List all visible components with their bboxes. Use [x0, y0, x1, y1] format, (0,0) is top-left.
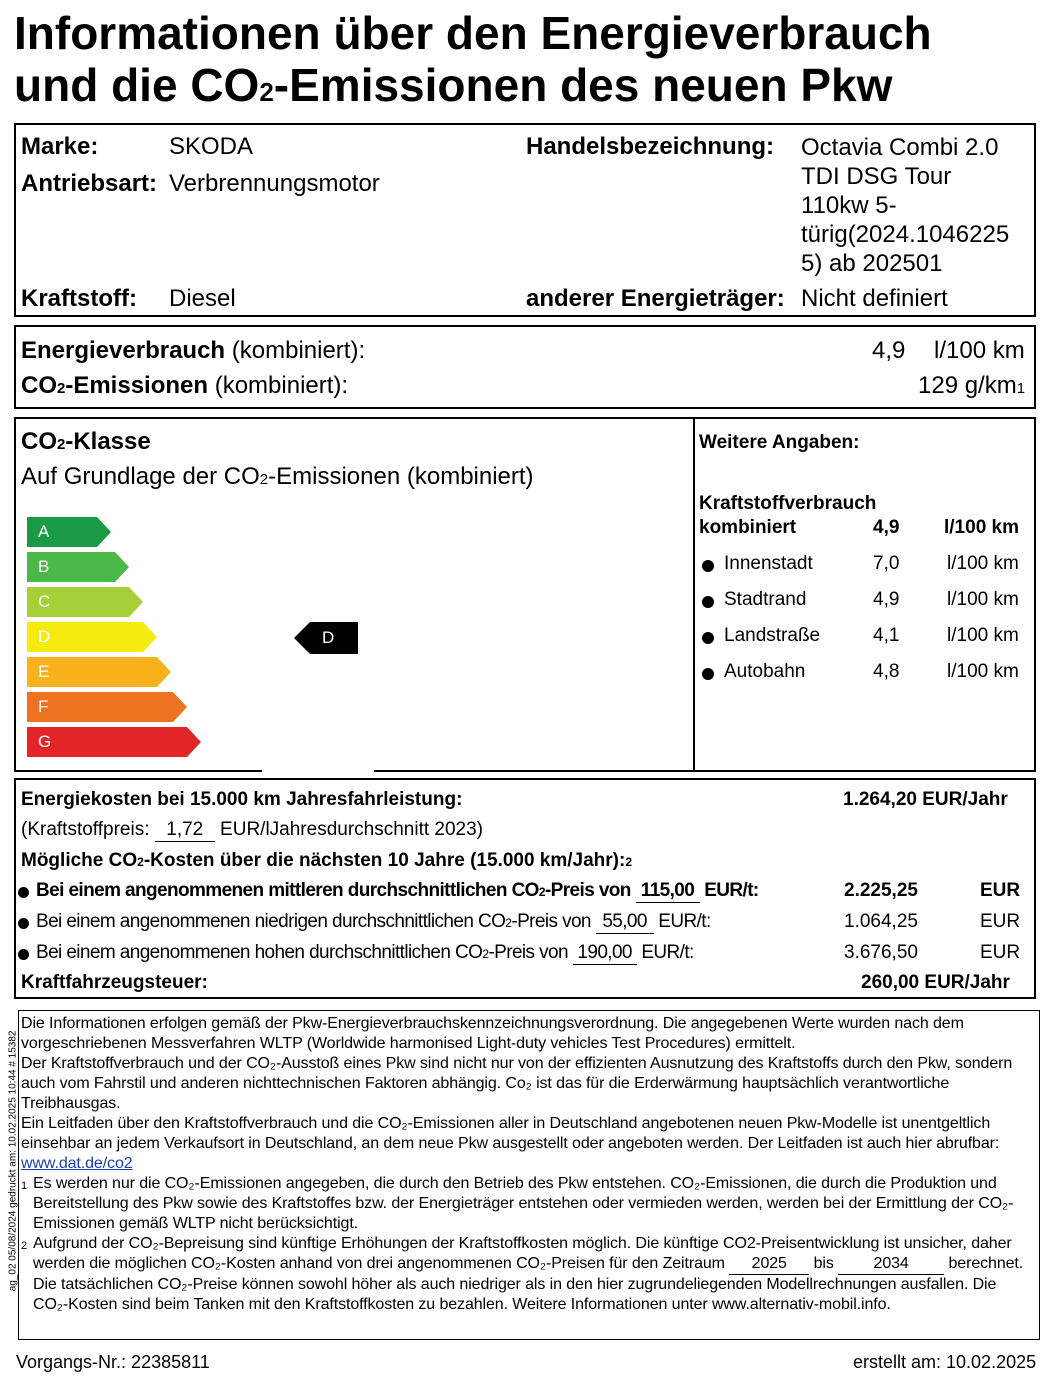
vehicle-info-box [14, 123, 1036, 317]
class-letter-d: D [38, 627, 51, 646]
landstrasse-label: Landstraße [724, 625, 821, 646]
energiekosten-value: 1.264,20 EUR/Jahr [843, 789, 1008, 810]
kv-unit: l/100 km [944, 517, 1019, 538]
erstellt-datum: erstellt am: 10.02.2025 [853, 1352, 1037, 1372]
mittel-currency: EUR [980, 880, 1021, 901]
energieverbrauch-row: Energieverbrauch (kombiniert): [21, 337, 366, 364]
costs-box [14, 778, 1036, 999]
energieverbrauch-unit: l/100 km [934, 337, 1025, 364]
footer-paragraph-3: Ein Leitfaden über den Kraftstoffverbrauch und die CO₂-Emissionen aller in Deutschland angebotenen neuen Pkw-Modelle ist unentgeltlich einsehbar an jedem Verkaufsort in Deutschland, an dem neue Pkw ausgestellt oder angeboten werden. Der Leitfaden ist auch hier abrufbar: www.dat.de/co2 [21, 1115, 1000, 1172]
kraftstoffpreis-row: (Kraftstoffpreis: 1,72 EUR/lJahresdurchschnitt 2023) [21, 819, 484, 840]
bullet-icon [702, 631, 714, 649]
bullet-icon [18, 885, 29, 903]
autobahn-label: Autobahn [724, 661, 806, 682]
bullet-icon [702, 595, 714, 613]
handel-value: Octavia Combi 2.0 TDI DSG Tour 110kw 5- türig(2024.1046225 5) ab 202501 [801, 134, 1010, 277]
energieverbrauch-value: 4,9 [872, 337, 906, 364]
co2-emissionen-value: 129 g/km1 [918, 372, 1026, 399]
kv-label2: kombiniert [699, 517, 797, 538]
moegliche-kosten-heading: Mögliche CO2-Kosten über die nächsten 10 Jahre (15.000 km/Jahr):2 [21, 850, 633, 871]
footer-paragraph-1: Die Informationen erfolgen gemäß der Pkw-Energieverbrauchskennzeichnungsverordnung. Die angegebenen Werte wurden nach dem vorgeschriebenen Messverfahren WLTP (Worldwide harmonised Light-duty vehicles Test Procedures) ermittelt. [21, 1015, 964, 1052]
co2-emissionen-row: CO2-Emissionen (kombiniert): [21, 372, 349, 399]
innenstadt-unit: l/100 km [947, 553, 1019, 574]
footer-paragraph-2: Der Kraftstoffverbrauch und der CO₂-Ausstoß eines Pkw sind nicht nur von der effizienten Ausnutzung des Kraftstoffs durch den Pkw, sondern auch vom Fahrstil und anderen nichttechnischen Faktoren abhängig. Co₂ ist das für die Erderwärmung hauptsächlich verantwortliche Treibhausgas. [21, 1055, 1013, 1112]
class-letter-e: E [38, 662, 50, 681]
current-class-letter: D [322, 628, 335, 647]
anderer-value: Nicht definiert [801, 285, 948, 312]
steuer-label: Kraftfahrzeugsteuer: [21, 972, 208, 993]
co2-class-heading: CO2-Klasse [21, 428, 151, 455]
autobahn-unit: l/100 km [947, 661, 1019, 682]
hoch-currency: EUR [980, 942, 1021, 963]
class-letter-c: C [38, 592, 51, 611]
marke-label: Marke: [21, 133, 99, 160]
class-arrow-g [27, 727, 203, 757]
niedrig-value: 1.064,25 [844, 911, 918, 932]
footer-info-box [18, 1010, 1040, 1340]
class-letter-f: F [38, 697, 49, 716]
kv-label1: Kraftstoffverbrauch [699, 493, 877, 514]
co2-class-subtitle: Auf Grundlage der CO2-Emissionen (kombiniert) [21, 463, 534, 490]
co2-class-box [14, 417, 695, 772]
stadtrand-value: 4,9 [873, 589, 900, 610]
hoch-row: Bei einem angenommenen hohen durchschnittlichen CO2-Preis von 190,00 EUR/t: [36, 942, 694, 963]
antrieb-label: Antriebsart: [21, 170, 158, 197]
kraftstoff-value: Diesel [169, 285, 236, 312]
anderer-label: anderer Energieträger: [526, 285, 785, 312]
bullet-icon [18, 916, 29, 934]
vorgangs-nummer: Vorgangs-Nr.: 22385811 [16, 1352, 210, 1372]
landstrasse-unit: l/100 km [947, 625, 1019, 646]
mittel-row: Bei einem angenommenen mittleren durchschnittlichen CO2-Preis von 115,00 EUR/t: [36, 880, 759, 901]
innenstadt-value: 7,0 [873, 553, 900, 574]
bullet-icon [18, 947, 29, 965]
side-print-info: ag_02 05/08/2024 gedruckt am: 10.02.2025 10:44 # 15382 [7, 1030, 19, 1292]
kv-value: 4,9 [873, 517, 900, 538]
class-letter-a: A [38, 522, 50, 541]
mittel-value: 2.225,25 [844, 880, 918, 901]
landstrasse-value: 4,1 [873, 625, 900, 646]
innenstadt-label: Innenstadt [724, 553, 813, 574]
hoch-value: 3.676,50 [844, 942, 918, 963]
stadtrand-label: Stadtrand [724, 589, 807, 610]
class-box-gap [262, 768, 374, 774]
page-title-line2: und die CO2-Emissionen des neuen Pkw [14, 59, 893, 111]
class-letter-b: B [38, 557, 50, 576]
weitere-angaben-box [693, 417, 1036, 772]
leitfaden-link[interactable]: www.dat.de/co2 [21, 1155, 133, 1172]
class-arrow-f [27, 692, 189, 722]
antrieb-value: Verbrennungsmotor [169, 170, 380, 197]
footnote-1: 1 Es werden nur die CO₂-Emissionen angegeben, die durch den Betrieb des Pkw entstehen. CO₂-Emissionen, die durch die Produktion und Bereitstellung des Pkw sowie des Kraftstoffes bzw. der Energieträger entstehen oder vermieden werden, werden bei der Ermittlung der CO₂-Emissionen gemäß WLTP nicht berücksichtigt. [21, 1175, 1014, 1232]
bullet-icon [702, 559, 714, 577]
stadtrand-unit: l/100 km [947, 589, 1019, 610]
niedrig-currency: EUR [980, 911, 1021, 932]
consumption-box [14, 325, 1036, 409]
kraftstoff-label: Kraftstoff: [21, 285, 137, 312]
energiekosten-label: Energiekosten bei 15.000 km Jahresfahrleistung: [21, 789, 463, 810]
weitere-heading: Weitere Angaben: [699, 432, 860, 453]
class-letter-g: G [38, 732, 52, 751]
marke-value: SKODA [169, 133, 254, 160]
niedrig-row: Bei einem angenommenen niedrigen durchschnittlichen CO2-Preis von 55,00 EUR/t: [36, 911, 711, 932]
page-title-line1: Informationen über den Energieverbrauch [14, 7, 932, 59]
footnote-2: 2 Aufgrund der CO₂-Bepreisung sind künftige Erhöhungen der Kraftstoffkosten möglich. Die künftige CO2-Preisentwicklung ist unsicher, daher werden die möglichen CO₂-Kosten anhand von drei angenommenen CO₂-Preisen für den Zeitraum 2025 bis 2034 berechnet. Die tatsächlichen CO₂-Preise können sowohl höher als auch niedriger als in den hier zugrundeliegenden Modellrechnungen ausfallen. Die CO₂-Kosten sind beim Tanken mit den Kraftstoffkosten zu bezahlen. Weitere Informationen unter www.alternativ-mobil.info. [21, 1235, 1024, 1313]
handel-label: Handelsbezeichnung: [526, 133, 775, 160]
steuer-value: 260,00 EUR/Jahr [861, 972, 1010, 993]
autobahn-value: 4,8 [873, 661, 900, 682]
bullet-icon [702, 667, 714, 685]
